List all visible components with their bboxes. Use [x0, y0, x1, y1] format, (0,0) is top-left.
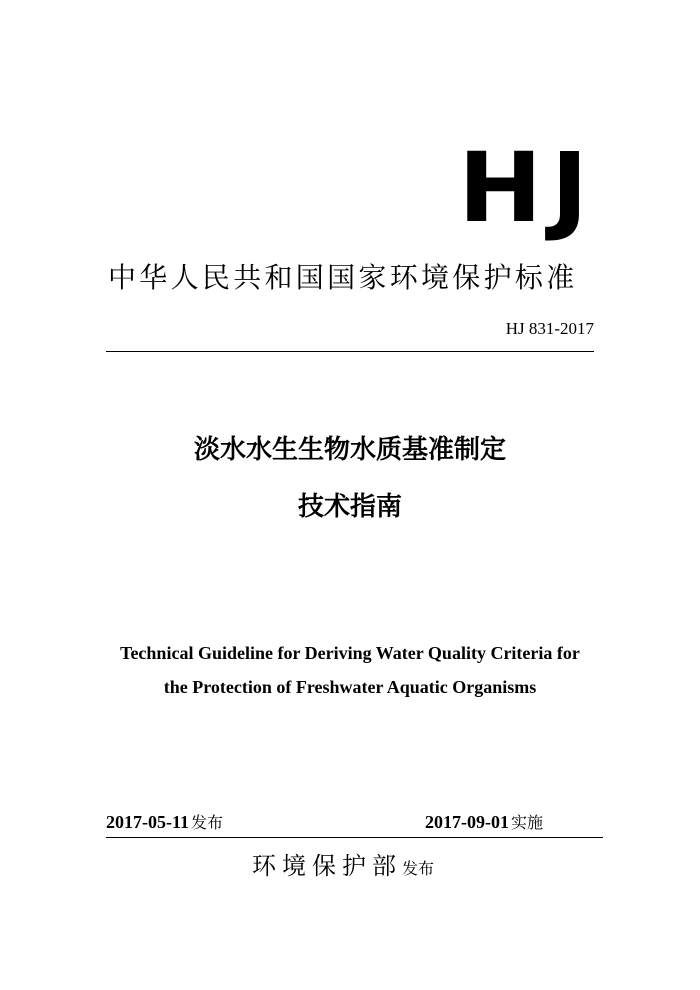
bottom-divider — [106, 837, 603, 838]
english-title-line-1: Technical Guideline for Deriving Water Quality Criteria for — [120, 643, 580, 663]
issued-label: 发布 — [191, 813, 224, 832]
hj-logo: HJ — [458, 132, 597, 244]
standard-number: HJ 831-2017 — [505, 319, 594, 338]
top-divider — [106, 351, 594, 352]
effective-label: 实施 — [511, 813, 544, 832]
issued-date-line — [106, 810, 223, 835]
english-title-line-2: the Protection of Freshwater Aquatic Organisms — [163, 677, 537, 697]
issuer-suffix: 发布 — [402, 859, 435, 878]
effective-date: 2017-09-01 — [425, 812, 509, 832]
effective-date-line — [425, 810, 543, 835]
issuer-line — [252, 848, 434, 887]
chinese-title-line-2: 技术指南 — [297, 492, 402, 522]
org-title: 中华人民共和国国家环境保护标准 — [108, 261, 578, 294]
chinese-title-line-1: 淡水水生生物水质基准制定 — [193, 435, 506, 465]
issued-date: 2017-05-11 — [106, 812, 189, 832]
issuer-name: 环境保护部 — [252, 852, 402, 880]
